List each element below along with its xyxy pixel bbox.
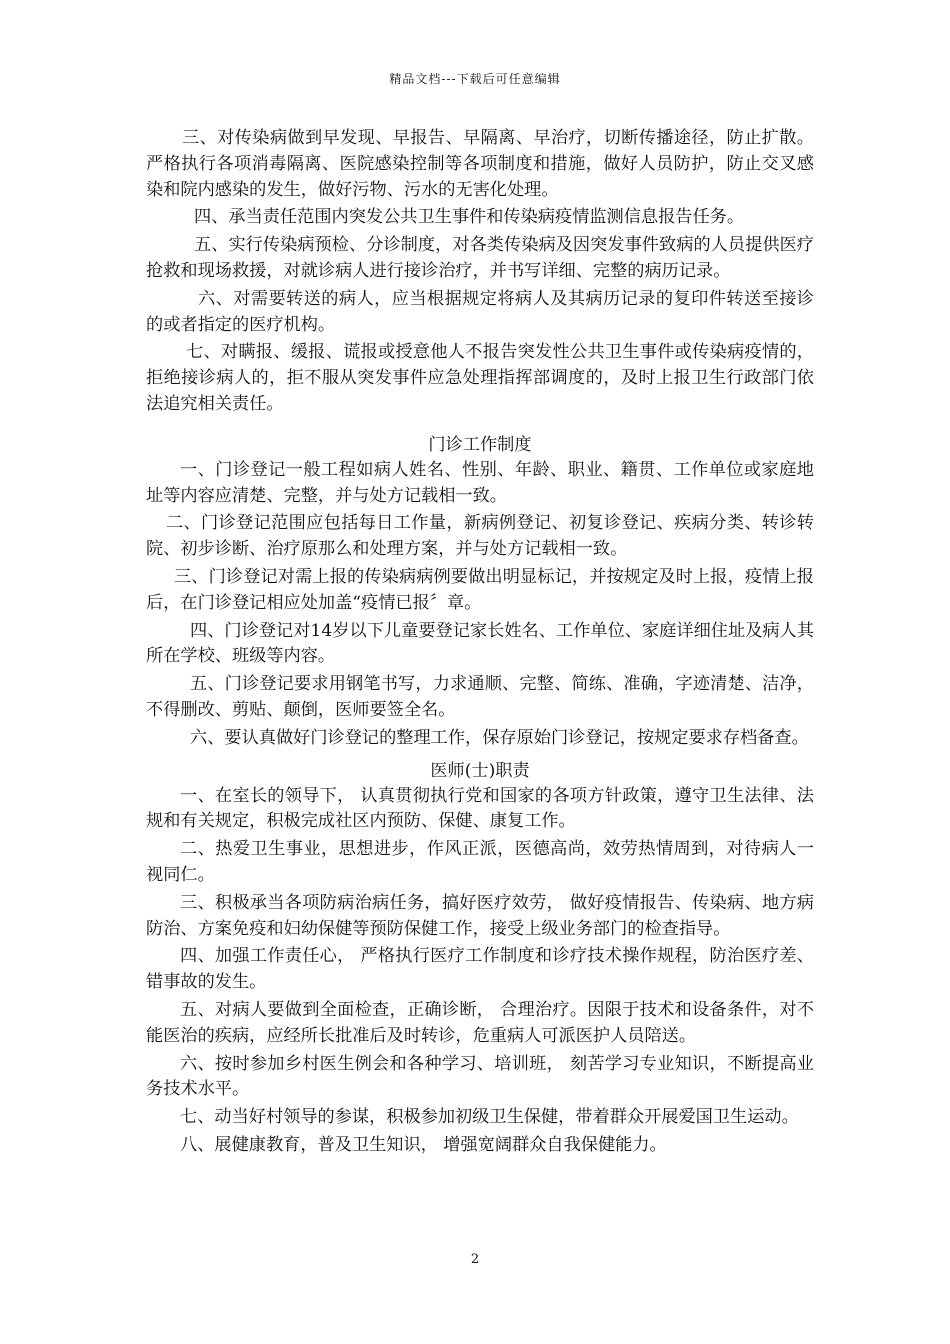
paragraph: 五、门诊登记要求用钢笔书写，力求通顺、完整、简练、准确，字迹清楚、洁净，不得删改、剪贴、颠倒，医师要签全名。 [146, 674, 814, 720]
paragraph: 三、积极承当各项防病治病任务，搞好医疗效劳， 做好疫情报告、传染病、地方病防治、方案免疫和妇幼保健等预防保健工作，接受上级业务部门的检查指导。 [146, 892, 814, 939]
paragraph: 三、门诊登记对需上报的传染病病例要做出明显标记，并按规定及时上报，疫情上报后，在门诊登记相应处加盖“疫情已报〞章。 [146, 566, 814, 613]
spacer [146, 420, 814, 432]
paragraph: 二、热爱卫生事业，思想进步，作风正派，医德高尚，效劳热情周到，对待病人一视同仁。 [146, 839, 814, 885]
paragraph: 三、对传染病做到早发现、早报告、早隔离、早治疗，切断传播途径，防止扩散。严格执行各项消毒隔离、医院感染控制等各项制度和措施，做好人员防护，防止交叉感染和院内感染的发生，做好污物、污水的无害化处理。 [146, 128, 814, 200]
paragraph: 六、要认真做好门诊登记的整理工作，保存原始门诊登记，按规定要求存档备查。 [190, 727, 809, 748]
paragraph: 七、对瞒报、缓报、谎报或授意他人不报告突发性公共卫生事件或传染病疫情的，拒绝接诊病人的，拒不服从突发事件应急处理指挥部调度的，及时上报卫生行政部门依法追究相关责任。 [146, 342, 814, 414]
document-body [146, 126, 814, 1161]
section-physician-duties [146, 758, 814, 1159]
paragraph: 八、展健康教育，普及卫生知识， 增强宽阔群众自我保健能力。 [180, 1134, 667, 1155]
paragraph: 四、门诊登记对14岁以下儿童要登记家长姓名、工作单位、家庭详细住址及病人其所在学校、班级等内容。 [146, 620, 814, 667]
paragraph: 四、承当责任范围内突发公共卫生事件和传染病疫情监测信息报告任务。 [194, 207, 745, 228]
paragraph: 七、动当好村领导的参谋，积极参加初级卫生保健，带着群众开展爱国卫生运动。 [180, 1107, 799, 1128]
section-title: 门诊工作制度 [428, 434, 532, 455]
paragraph: 二、门诊登记范围应包括每日工作量，新病例登记、初复诊登记、疾病分类、转诊转院、初步诊断、治疗原那么和处理方案，并与处方记载相一致。 [146, 513, 814, 560]
section-title: 医师(士)职责 [430, 760, 530, 781]
paragraph: 四、加强工作责任心， 严格执行医疗工作制度和诊疗技术操作规程，防治医疗差、错事故的发生。 [146, 946, 814, 993]
section-outpatient-system [146, 432, 814, 752]
paragraph: 一、在室长的领导下， 认真贯彻执行党和国家的各项方针政策，遵守卫生法律、法规和有关规定，积极完成社区内预防、保健、康复工作。 [146, 785, 814, 832]
page-header: 精品文档---下载后可任意编辑 [389, 72, 561, 86]
paragraph: 六、按时参加乡村医生例会和各种学习、培训班， 刻苦学习专业知识，不断提高业务技术水平。 [146, 1053, 814, 1100]
paragraph: 一、门诊登记一般工程如病人姓名、性别、年龄、职业、籍贯、工作单位或家庭地址等内容应清楚、完整，并与处方记载相一致。 [146, 459, 814, 506]
page-number: 2 [470, 1252, 480, 1267]
section-infectious-disease [146, 126, 814, 418]
paragraph: 五、实行传染病预检、分诊制度，对各类传染病及因突发事件致病的人员提供医疗抢救和现场救援，对就诊病人进行接诊治疗，并书写详细、完整的病历记录。 [146, 235, 814, 281]
paragraph: 六、对需要转送的病人，应当根据规定将病人及其病历记录的复印件转送至接诊的或者指定的医疗机构。 [146, 288, 814, 335]
paragraph: 五、对病人要做到全面检查，正确诊断， 合理治疗。因限于技术和设备条件，对不能医治的疾病，应经所长批准后及时转诊，危重病人可派医护人员陪送。 [146, 999, 814, 1046]
